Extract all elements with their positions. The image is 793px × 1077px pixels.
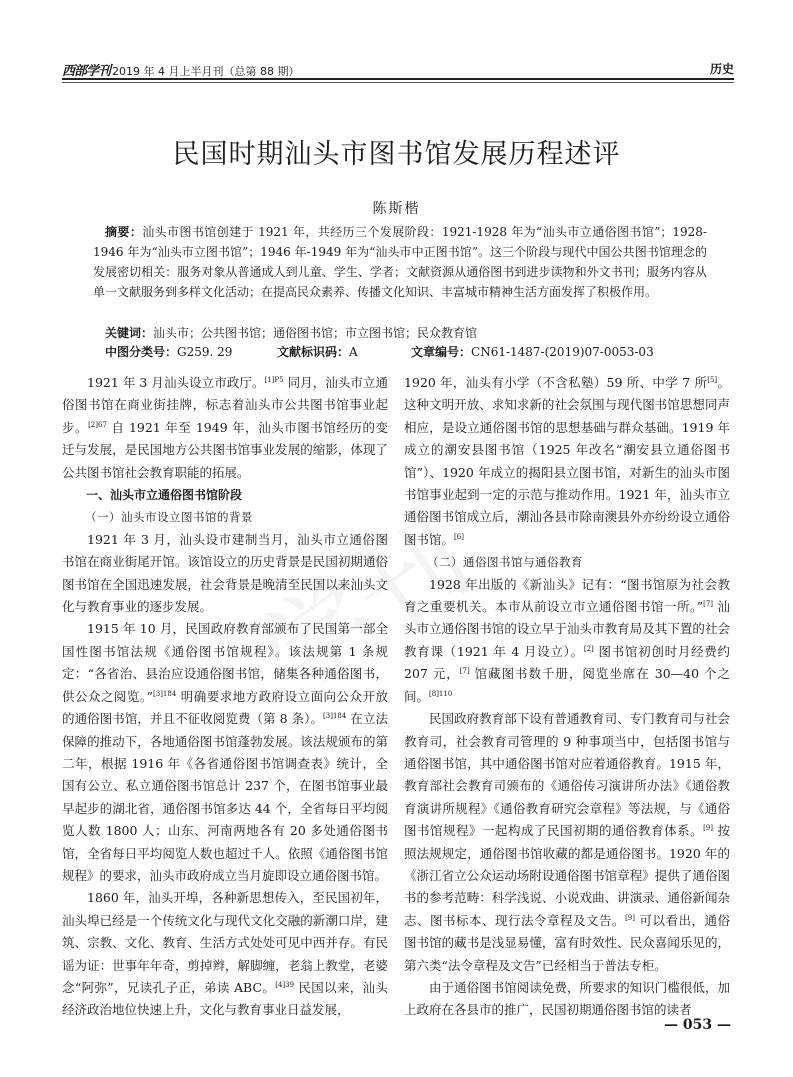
text-run: 1915 年 10 月，民国政府教育部颁布了民国第一部全国性图书馆法规《通俗图书馆规程》。该法规第 1 条规定：“各省治、县治应设通俗图书馆，储集各种通俗图书，供公众之阅览。” [62,621,388,704]
running-header [62,54,734,80]
journal-logo: 西部学刊 [62,64,111,79]
article-number [411,343,654,361]
text-run: 明确要求地方政府设立面向公众开放的通俗图书馆，并且不征收阅览费（第 8 条）。 [62,688,388,727]
header-rule [62,82,734,83]
text-run: 在立法保障的推动下，各地通俗图书馆蓬勃发展。该法规颁布的第二年，根据 1916 年《各省通俗图书馆调查表》统计，全国有公立、私立通俗图书馆总计 237 个，在图书馆事业最早起步的湖北省，通俗图书馆多达 44 个，全省每日平均阅览人数 1800 人；山东、河南两地各有 20 多处通俗图书馆，全省每日平均阅览人数也超过千人。依照《通俗图书馆规程》的要求，汕头市政府成立当月旋即设立通俗图书馆。 [62,711,388,883]
text-run: 民国以来，汕头经济政治地位快速上升，文化与教育事业日益发展， [62,979,388,1018]
paragraph [62,372,388,484]
page-number: — 053 — [664,1017,731,1033]
text-run: 图书馆初创时月经费约 207 元， [404,643,730,682]
citation: [2] [583,644,594,653]
art-label: 文章编号： [411,345,472,359]
doc-label: 文献标识码： [277,345,350,359]
citation: [6] [454,532,464,541]
author-name: 陈斯楷 [372,201,421,217]
keywords-text: 汕头市；公共图书馆；通俗图书馆；市立图书馆；民众教育馆 [153,326,478,340]
text-run: 民国政府教育部下设有普通教育司、专门教育司与社会教育司，社会教育司管理的 9 种事项当中，包括图书馆与通俗图书馆，其中通俗图书馆对应着通俗教育。1915 年，教育部社会教育司颁布的《通俗传习演讲所办法》《通俗教育演讲所规程》《通俗教育研究会章程》等法规，与《通俗图书馆规程》一起构成了民国初期的通俗教育体系。 [404,711,730,839]
paragraph [404,708,730,977]
left-column [62,372,388,1022]
paragraph: 1921 年 3 月，汕头设市建制当月，汕头市立通俗图书馆在商业街尾开馆。该馆设立的历史背景是民国初期通俗图书馆在全国迅速发展，社会背景是晚清至民国以来汕头文化与教育事业的逐步发展。 [62,531,388,615]
paragraph [62,887,388,1021]
citation: [2]67 [88,420,107,429]
text-run: 。这种文明开放、求知求新的社会氛围与现代图书馆思想同声相应，是设立通俗图书馆的思想基础与群众基础。1919 年成立的潮安县图书馆（1925 年改名“潮安县立通俗图书馆”）、1920 年成立的揭阳县立图书馆，对新生的汕头市图书馆事业起到一定的示范与推动作用。1921 年，汕头市立通俗图书馆成立后，潮汕各县市除南澳县外亦纷纷设立通俗图书馆。 [404,375,730,547]
subsection-heading: （二）通俗图书馆与通俗教育 [427,555,583,570]
citation: [3]184 [153,689,177,698]
paragraph [404,372,730,551]
citation: [4]39 [275,980,295,989]
clc-value: G259. 29 [177,345,233,359]
abstract-label: 摘要： [105,225,143,239]
keywords [105,324,725,342]
paragraph: 由于通俗图书馆阅读免费，所要求的知识门槛很低，加上政府在各县市的推广，民国初期通俗图书馆的读者 [404,979,730,1018]
citation: [7] [703,600,714,609]
keywords-label: 关键词： [105,326,154,340]
text-run: 1921 年 3 月汕头设立市政厅。 [87,375,265,390]
text-run: 按照法规规定，通俗图书馆收藏的都是通俗图书。1920 年的《浙江省立公众运动场附设通俗图书馆章程》提供了通俗图书的参考范畴：科学浅说、小说戏曲、讲演录、通俗新闻杂志、图书标本、现行法令章程及文告。 [404,823,730,928]
section-heading: 一、汕头市立通俗图书馆阶段 [86,488,243,503]
citation: [1]P5 [264,376,284,384]
doc-value: A [349,345,358,359]
text-run: 自 1921 年至 1949 年，汕头市图书馆经历的变迁与发展，是民国地方公共图书馆事业发展的缩影，体现了公共图书馆社会教育职能的拓展。 [62,419,388,480]
paragraph [62,618,388,887]
abstract [93,222,707,302]
text-run: 1860 年，汕头开埠，各种新思想传入，至民国初年，汕头埠已经是一个传统文化与现代文化交融的新潮口岸，建筑、宗教、文化、教育、生活方式处处可见中西并存。有民谣为证：世事年年奇，剪掉辫，解脚缠，老翁上教堂，老婆念“阿弥”，兄读孔子正，弟读 ABC。 [62,890,388,995]
text-run: 1920 年，汕头有小学（不含私塾）59 所、中学 7 所 [404,375,708,390]
text-run: 汕头市立通俗图书馆的设立早于汕头市教育局及其下置的社会教育课（1921 年 4 月设立）。 [404,599,730,659]
citation: [9] [703,824,713,833]
header-left [62,60,300,79]
clc-label: 中图分类号： [105,345,178,359]
abstract-text: 汕头市图书馆创建于 1921 年，共经历三个发展阶段：1921-1928 年为“汕头市立通俗图书馆”；1928-1946 年为“汕头市立图书馆”；1946 年-1949 年为“汕头市中正图书馆”。这三个阶段与现代中国公共图书馆理念的发展密切相关：服务对象从普通成人到儿童、学生、学者；文献资源从通俗图书到进步读物和外文书刊；服务内容从单一文献服务到多样文化活动；在提高民众素养、传播文化知识、丰富城市精神生活方面发挥了积极作用。 [93,225,707,299]
article-title: 民国时期汕头市图书馆发展历程述评 [172,139,621,170]
citation: [8]110 [429,689,453,698]
citation: [9] [625,913,635,922]
doc-code [277,343,358,361]
text-run: 同月，汕头市立通俗图书馆在商业街挂牌，标志着汕头市公共图书馆事业起步。 [62,375,388,435]
text-run: 可以看出，通俗图书馆的藏书是浅显易懂，富有时效性、民众喜闻乐见的，第六类“法令章程及文告”已经相当于普法专柜。 [404,912,730,973]
citation: [3]184 [323,712,347,721]
right-column [404,372,730,1022]
clc-number [105,343,233,361]
text-run: 馆藏图书数千册，阅览坐席在 30—40 个之间。 [404,666,730,704]
issue-info: 2019 年 4 月上半月刊（总第 88 期） [112,65,300,78]
art-value: CN61-1487-(2019)07-0053-03 [471,345,654,359]
paragraph [404,574,730,708]
subsection-heading: （一）汕头市设立图书馆的背景 [85,510,253,525]
text-run: 1928 年出版的《新汕头》记有：“图书馆原为社会教育之重要机关。本市从前设立市立通俗图书馆一所。” [404,576,730,615]
section-label: 历史 [709,62,734,76]
citation: [5] [707,376,718,384]
citation: [7] [459,667,470,676]
